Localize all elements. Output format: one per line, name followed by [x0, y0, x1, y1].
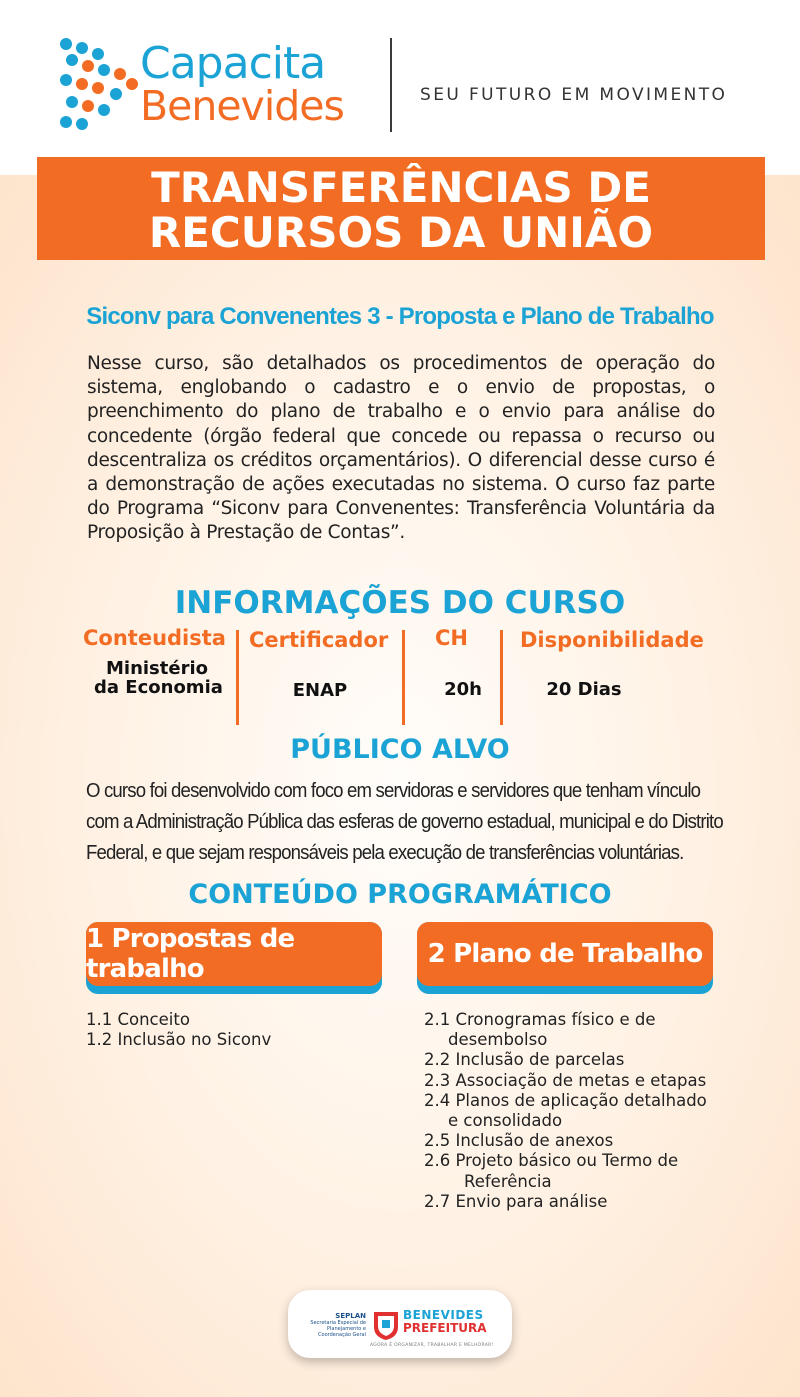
header-divider	[390, 38, 392, 132]
prefeitura-tagline: AGORA É ORGANIZAR, TRABALHAR E MELHORAR!	[370, 1343, 494, 1348]
info-label-disponibilidade: Disponibilidade	[520, 628, 704, 652]
list-item: 2.1 Cronogramas físico e de	[424, 1010, 656, 1029]
banner-line2: RECURSOS DA UNIÃO	[148, 208, 654, 257]
course-title: Siconv para Convenentes 3 - Proposta e Plano de Trabalho	[86, 303, 714, 330]
info-label-conteudista: Conteudista	[83, 626, 226, 650]
info-section-title: INFORMAÇÕES DO CURSO	[174, 585, 626, 621]
list-item-continuation: desembolso	[448, 1030, 548, 1050]
info-value-disponibilidade: 20 Dias	[546, 679, 622, 700]
info-value-ch: 20h	[444, 679, 482, 700]
prefeitura-line2: PREFEITURA	[403, 1321, 487, 1335]
list-item: 1.2 Inclusão no Siconv	[86, 1030, 272, 1050]
info-separator	[402, 630, 405, 725]
info-value-conteudista-line2: da Economia	[94, 677, 223, 698]
info-separator	[500, 630, 503, 725]
info-value-conteudista-line1: Ministério	[105, 658, 208, 679]
city-crest-icon	[371, 1309, 401, 1341]
seplan-logo	[300, 1312, 366, 1338]
list-item-continuation: Referência	[464, 1171, 552, 1191]
title-banner	[37, 157, 765, 260]
list-item: 2.5 Inclusão de anexos	[424, 1131, 614, 1151]
list-item: 2.4 Planos de aplicação detalhado	[424, 1090, 707, 1110]
module-1-title: 1 Propostas de trabalho	[86, 922, 382, 986]
list-item: 2.3 Associação de metas e etapas	[424, 1070, 707, 1090]
seplan-label: SEPLAN	[335, 1312, 366, 1320]
info-label-certificador: Certificador	[249, 628, 389, 652]
brand-logo-text	[140, 38, 344, 130]
module-2-list	[424, 1010, 707, 1212]
course-description: Nesse curso, são detalhados os procedimentos de operação do sistema, englobando o cadastro e o envio de propostas, o preenchimento do plano de trabalho e o envio para análise do concedente (órgão federal que concede ou repassa o recurso ou descentraliza os créditos orçamentários). O diferencial desse curso é a demonstração de ações executadas no sistema. O curso faz parte do Programa “Siconv para Convenentes: Transferência Voluntária da Proposição à Prestação de Contas”.	[87, 353, 715, 544]
module-2-title: 2 Plano de Trabalho	[417, 922, 713, 986]
info-label-ch: CH	[435, 626, 468, 650]
capacita-logo-icon	[58, 36, 142, 132]
prefeitura-line1: BENEVIDES	[403, 1308, 484, 1322]
prefeitura-logo	[403, 1309, 487, 1335]
info-separator	[236, 630, 239, 725]
list-item: 2.7 Envio para análise	[424, 1191, 608, 1211]
list-item: 2.2 Inclusão de parcelas	[424, 1050, 625, 1070]
module-2-header	[417, 922, 713, 994]
list-item: 1.1 Conceito	[86, 1010, 190, 1029]
module-1-header	[86, 922, 382, 994]
brand-tagline: SEU FUTURO EM MOVIMENTO	[420, 85, 728, 105]
banner-line1: TRANSFERÊNCIAS DE	[151, 163, 651, 212]
list-item: 2.6 Projeto básico ou Termo de	[424, 1151, 679, 1171]
header	[0, 0, 800, 175]
brand-line1: Capacita	[140, 38, 326, 89]
seplan-full-name: Secretaria Especial de Planejamento e Coordenação Geral	[310, 1320, 366, 1338]
info-value-conteudista	[94, 658, 223, 698]
list-item-continuation: e consolidado	[448, 1111, 563, 1131]
publico-text: O curso foi desenvolvido com foco em servidoras e servidores que tenham vínculo com a Administração Pública das esferas de governo estadual, municipal e do Distrito Federal, e que sejam responsáveis pela execução de transferências voluntárias.	[86, 780, 723, 864]
publico-section-title: PÚBLICO ALVO	[290, 734, 510, 765]
brand-line2: Benevides	[140, 82, 344, 130]
conteudo-section-title: CONTEÚDO PROGRAMÁTICO	[188, 879, 612, 910]
info-value-certificador: ENAP	[292, 680, 348, 701]
module-1-list	[86, 1010, 271, 1050]
